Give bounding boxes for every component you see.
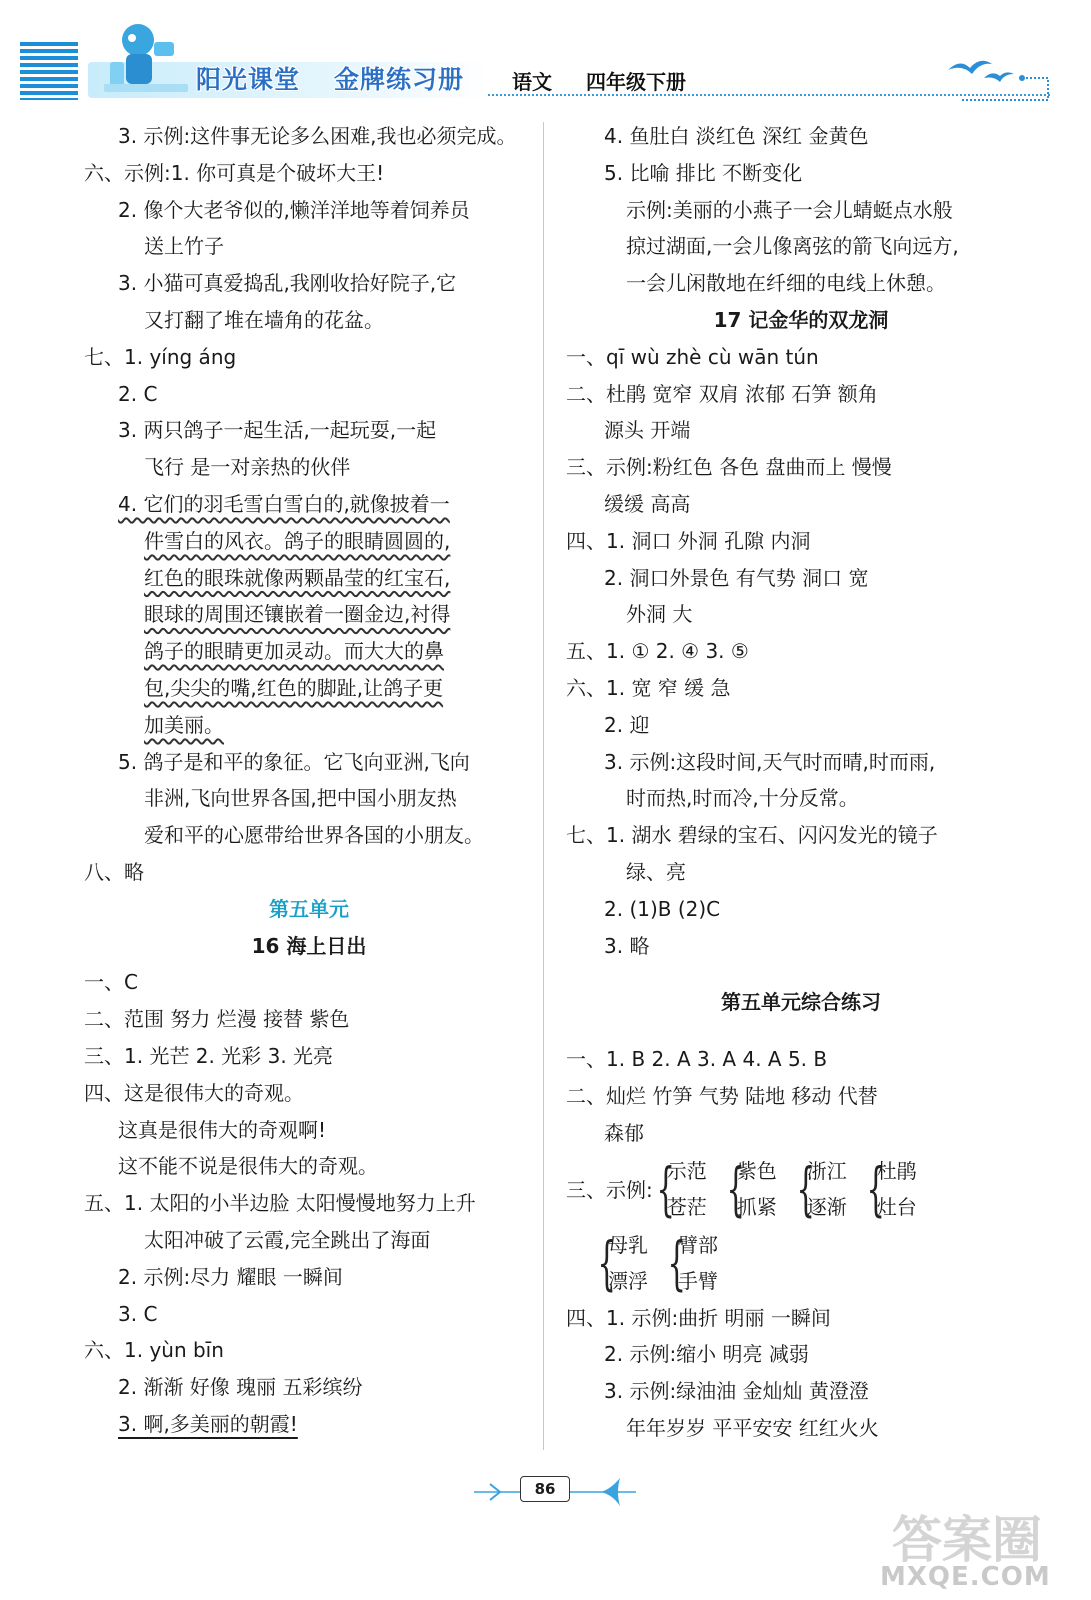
watermark-site: MXQE.COM (880, 1562, 1051, 1592)
answer-line (84, 1406, 534, 1443)
pair-word: 逐渐 (806, 1194, 847, 1219)
answer-line: 八、略 (84, 859, 144, 884)
header-stripes (20, 42, 78, 100)
answer-line: 飞行 是一对亲热的伙伴 (144, 455, 351, 480)
brace-pair (664, 1227, 718, 1299)
lesson-heading: 16 海上日出 (251, 933, 367, 958)
answer-line (84, 596, 534, 633)
pair-word: 灶台 (876, 1194, 917, 1219)
brace-icon: { (597, 1228, 616, 1297)
page-number: 86 (520, 1476, 570, 1502)
answer-line: 源头 开端 (604, 418, 691, 443)
answer-line: 年年岁岁 平平安安 红红火火 (626, 1415, 879, 1440)
pair-word: 示范 (666, 1158, 707, 1183)
brace-icon: { (656, 1154, 675, 1223)
answer-line (84, 560, 534, 597)
pair-word: 紫色 (736, 1158, 777, 1183)
grade-label: 四年级下册 (586, 70, 686, 94)
answer-line: 3. 示例:绿油油 金灿灿 黄澄澄 (604, 1379, 869, 1404)
answer-line: 2. 洞口外景色 有气势 洞口 宽 (604, 565, 869, 590)
answer-line: 5. 鸽子是和平的象征。它飞向亚洲,飞向 (118, 749, 470, 774)
answer-line: 六、1. 宽 窄 缓 急 (566, 675, 731, 700)
answer-line: 2. 示例:缩小 明亮 减弱 (604, 1342, 809, 1367)
answer-line: 一、C (84, 970, 138, 995)
answer-line: 2. (1)B (2)C (604, 896, 721, 921)
brace-pair (793, 1153, 847, 1225)
answer-line: 一会儿闲散地在纤细的电线上休憩。 (626, 271, 946, 296)
wavy-underlined-text: 鸽子的眼睛更加灵动。而大大的鼻 (144, 639, 444, 664)
page-header (0, 0, 1091, 108)
watermark (880, 1500, 1070, 1600)
answer-line: 这真是很伟大的奇观啊! (118, 1117, 327, 1142)
answer-line: 这不能不说是很伟大的奇观。 (118, 1154, 378, 1179)
answer-line: 四、1. 洞口 外洞 孔隙 内洞 (566, 528, 811, 553)
answer-line: 一、qī wù zhè cù wān tún (566, 344, 819, 369)
right-column (566, 118, 1036, 1447)
column-divider (543, 122, 544, 1450)
mascot-icon (96, 18, 192, 96)
pair-word: 手臂 (678, 1268, 718, 1293)
answer-line (84, 633, 534, 670)
brace-pair (723, 1153, 777, 1225)
review-heading: 第五单元综合练习 (721, 990, 881, 1015)
answer-line: 3. 示例:这段时间,天气时而晴,时而雨, (604, 749, 936, 774)
lesson-heading: 17 记金华的双龙洞 (713, 307, 889, 332)
left-column (84, 118, 534, 1443)
answer-line: 3. 略 (604, 933, 650, 958)
answer-line: 爱和平的心愿带给世界各国的小朋友。 (144, 823, 484, 848)
wavy-underlined-text: 眼球的周围还镶嵌着一圈金边,衬得 (144, 602, 451, 627)
wavy-underlined-text: 加美丽。 (144, 712, 224, 737)
unit-heading: 第五单元 (269, 896, 349, 921)
brace-group-row (566, 1152, 1036, 1226)
answer-line: 森郁 (604, 1120, 644, 1145)
answer-line: 太阳冲破了云霞,完全跳出了海面 (144, 1227, 431, 1252)
underlined-text: 3. 啊,多美丽的朝霞! (118, 1411, 298, 1436)
brace-icon: { (866, 1154, 885, 1223)
spacer (566, 1021, 1036, 1041)
brace-icon: { (726, 1154, 745, 1223)
answer-line: 3. 小猫可真爱捣乱,我刚收拾好院子,它 (118, 271, 457, 296)
answer-line: 掠过湖面,一会儿像离弦的箭飞向远方, (626, 234, 959, 259)
wavy-underlined-text: 红色的眼珠就像两颗晶莹的红宝石, (144, 565, 451, 590)
answer-line: 二、范围 努力 烂漫 接替 紫色 (84, 1007, 350, 1032)
watermark-logo: 答案圈 (892, 1510, 1042, 1569)
answer-line: 2. C (118, 381, 158, 406)
brace-pair (594, 1227, 648, 1299)
answer-line: 3. 示例:这件事无论多么困难,我也必须完成。 (118, 124, 517, 148)
pair-word: 漂浮 (608, 1268, 648, 1293)
answer-line (84, 523, 534, 560)
brace-pair (653, 1153, 707, 1225)
brace-group-row (566, 1226, 1036, 1300)
pair-word: 浙江 (806, 1158, 847, 1183)
wavy-underlined-text: 4. 它们的羽毛雪白雪白的,就像披着一 (118, 491, 450, 516)
answer-line: 二、杜鹃 宽窄 双肩 浓郁 石笋 额角 (566, 381, 878, 406)
brace-icon: { (796, 1154, 815, 1223)
answer-line: 2. 示例:尽力 耀眼 一瞬间 (118, 1264, 343, 1289)
pair-word: 母乳 (608, 1232, 648, 1257)
answer-line: 时而热,时而冷,十分反常。 (626, 786, 859, 811)
answer-line: 3. C (118, 1301, 158, 1326)
answer-line: 4. 鱼肚白 淡红色 深红 金黄色 (604, 124, 869, 148)
brace-pair (863, 1153, 917, 1225)
birds-icon (940, 48, 1052, 104)
answer-line: 示例:美丽的小燕子一会儿蜻蜓点水般 (626, 197, 953, 222)
answer-line: 五、1. ① 2. ④ 3. ⑤ (566, 639, 749, 664)
answer-line: 3. 两只鸽子一起生活,一起玩耍,一起 (118, 418, 437, 443)
answer-line: 非洲,飞向世界各国,把中国小朋友热 (144, 786, 457, 811)
answer-line (84, 486, 534, 523)
answer-line: 五、1. 太阳的小半边脸 太阳慢慢地努力上升 (84, 1191, 476, 1216)
answer-line: 六、1. yùn bīn (84, 1338, 224, 1363)
answer-line: 二、灿烂 竹笋 气势 陆地 移动 代替 (566, 1083, 878, 1108)
answer-line: 四、1. 示例:曲折 明丽 一瞬间 (566, 1305, 831, 1330)
answer-line: 2. 像个大老爷似的,懒洋洋地等着饲养员 (118, 197, 470, 222)
answer-label: 三、示例: (566, 1178, 653, 1203)
answer-line: 外洞 大 (626, 602, 693, 627)
answer-line: 5. 比喻 排比 不断变化 (604, 160, 803, 185)
answer-line: 2. 渐渐 好像 瑰丽 五彩缤纷 (118, 1375, 363, 1400)
answer-line: 一、1. B 2. A 3. A 4. A 5. B (566, 1047, 828, 1072)
book-title: 金牌练习册 (334, 65, 465, 94)
pair-word: 臂部 (678, 1232, 718, 1257)
answer-line: 缓缓 高高 (604, 491, 691, 516)
answer-line: 四、这是很伟大的奇观。 (84, 1080, 304, 1105)
answer-line: 七、1. yíng áng (84, 344, 237, 369)
answer-line: 六、示例:1. 你可真是个破坏大王! (84, 160, 385, 185)
brace-icon: { (667, 1228, 686, 1297)
answer-line: 2. 迎 (604, 712, 650, 737)
answer-line: 三、1. 光芒 2. 光彩 3. 光亮 (84, 1043, 334, 1068)
answer-line: 绿、亮 (626, 859, 686, 884)
spacer (566, 964, 1036, 984)
pair-word: 苍茫 (666, 1194, 707, 1219)
series-title: 阳光课堂 (196, 65, 301, 94)
pair-word: 杜鹃 (876, 1158, 917, 1183)
wavy-underlined-text: 件雪白的风衣。鸽子的眼睛圆圆的, (144, 528, 451, 553)
wavy-underlined-text: 包,尖尖的嘴,红色的脚趾,让鸽子更 (144, 675, 444, 700)
answer-line (84, 707, 534, 744)
answer-line: 又打翻了堆在墙角的花盆。 (144, 307, 384, 332)
answer-line: 送上竹子 (144, 234, 224, 259)
subject-label: 语文 (512, 70, 552, 94)
answer-line (84, 670, 534, 707)
pair-word: 抓紧 (736, 1194, 777, 1219)
answer-line: 三、示例:粉红色 各色 盘曲而上 慢慢 (566, 455, 892, 480)
answer-line: 七、1. 湖水 碧绿的宝石、闪闪发光的镜子 (566, 823, 938, 848)
